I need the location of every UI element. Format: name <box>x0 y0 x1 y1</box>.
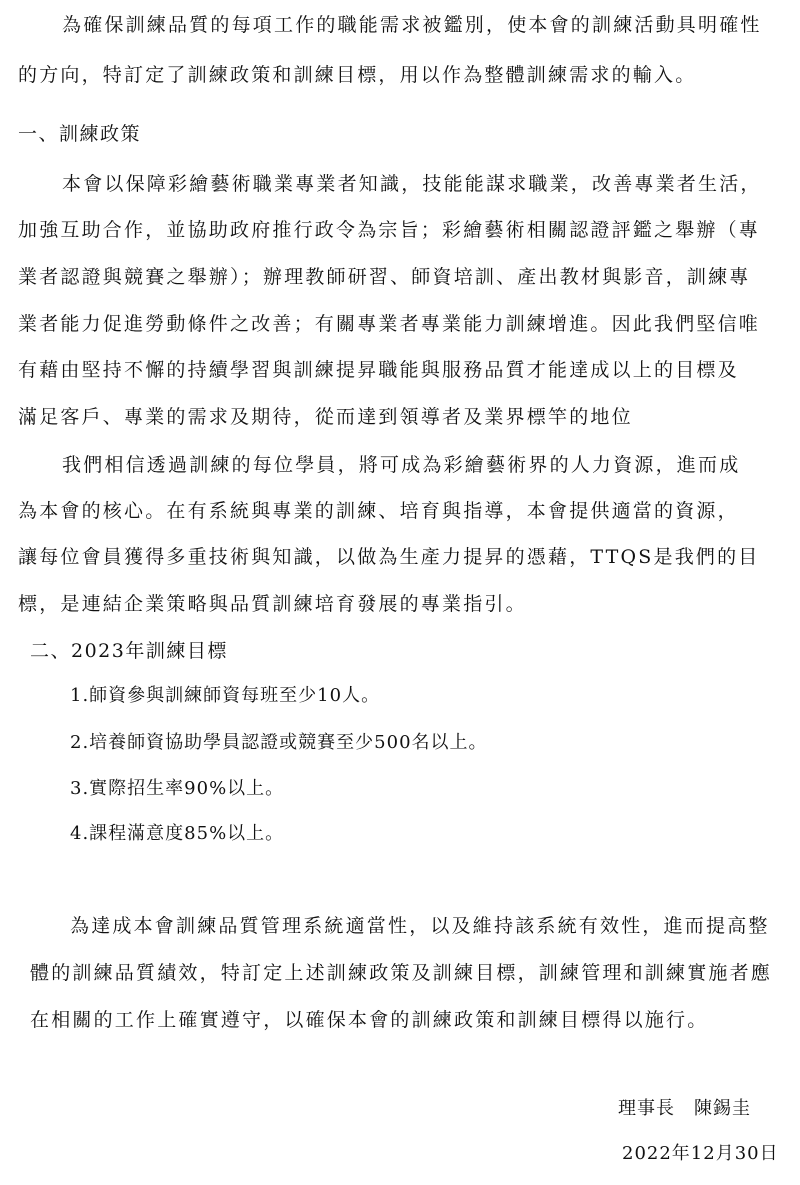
goal-item-3: 3.實際招生率90%以上。 <box>70 778 285 799</box>
goal-item-2: 2.培養師資協助學員認證或競賽至少500名以上。 <box>70 732 488 753</box>
section1-heading: 一、訓練政策 <box>18 123 142 145</box>
closing-line-2: 體的訓練品質績效，特訂定上述訓練政策及訓練目標，訓練管理和訓練實施者應 <box>30 962 773 984</box>
closing-line-3: 在相關的工作上確實遵守，以確保本會的訓練政策和訓練目標得以施行。 <box>30 1009 709 1031</box>
intro-line-1: 為確保訓練品質的每項工作的職能需求被鑑別，使本會的訓練活動具明確性 <box>62 14 762 36</box>
section1-p1-line-5: 有藉由堅持不懈的持續學習與訓練提昇職能與服務品質才能達成以上的目標及 <box>18 359 739 381</box>
goal-item-1: 1.師資參與訓練師資每班至少10人。 <box>70 685 381 706</box>
section2-heading: 二、2023年訓練目標 <box>30 640 228 662</box>
section1-p1-line-6: 滿足客戶、專業的需求及期待，從而達到領導者及業界標竿的地位 <box>18 406 633 428</box>
closing-line-1: 為達成本會訓練品質管理系統適當性，以及維持該系統有效性，進而提高整 <box>70 915 770 937</box>
section1-p2-line-2: 為本會的核心。在有系統與專業的訓練、培育與指導，本會提供適當的資源， <box>18 500 739 522</box>
signature-title-name: 理事長 陳錫圭 <box>618 1098 751 1119</box>
section1-p2-line-3: 讓每位會員獲得多重技術與知識，以做為生產力提昇的憑藉，TTQS是我們的目 <box>18 546 760 568</box>
goal-item-4: 4.課程滿意度85%以上。 <box>70 823 285 844</box>
signature-date: 2022年12月30日 <box>622 1143 779 1164</box>
section1-p1-line-1: 本會以保障彩繪藝術職業專業者知識，技能能謀求職業，改善專業者生活， <box>62 173 762 195</box>
section1-p2-line-4: 標，是連結企業策略與品質訓練培育發展的專業指引。 <box>18 593 527 615</box>
intro-line-2: 的方向，特訂定了訓練政策和訓練目標，用以作為整體訓練需求的輸入。 <box>18 64 697 86</box>
section1-p2-line-1: 我們相信透過訓練的每位學員，將可成為彩繪藝術界的人力資源，進而成 <box>62 454 741 476</box>
section1-p1-line-4: 業者能力促進勞動條件之改善；有關專業者專業能力訓練增進。因此我們堅信唯 <box>18 313 761 335</box>
section1-p1-line-2: 加強互助合作，並協助政府推行政令為宗旨；彩繪藝術相關認證評鑑之舉辦（專 <box>18 219 761 241</box>
section1-p1-line-3: 業者認證與競賽之舉辦）；辦理教師研習、師資培訓、產出教材與影音，訓練專 <box>18 266 751 288</box>
